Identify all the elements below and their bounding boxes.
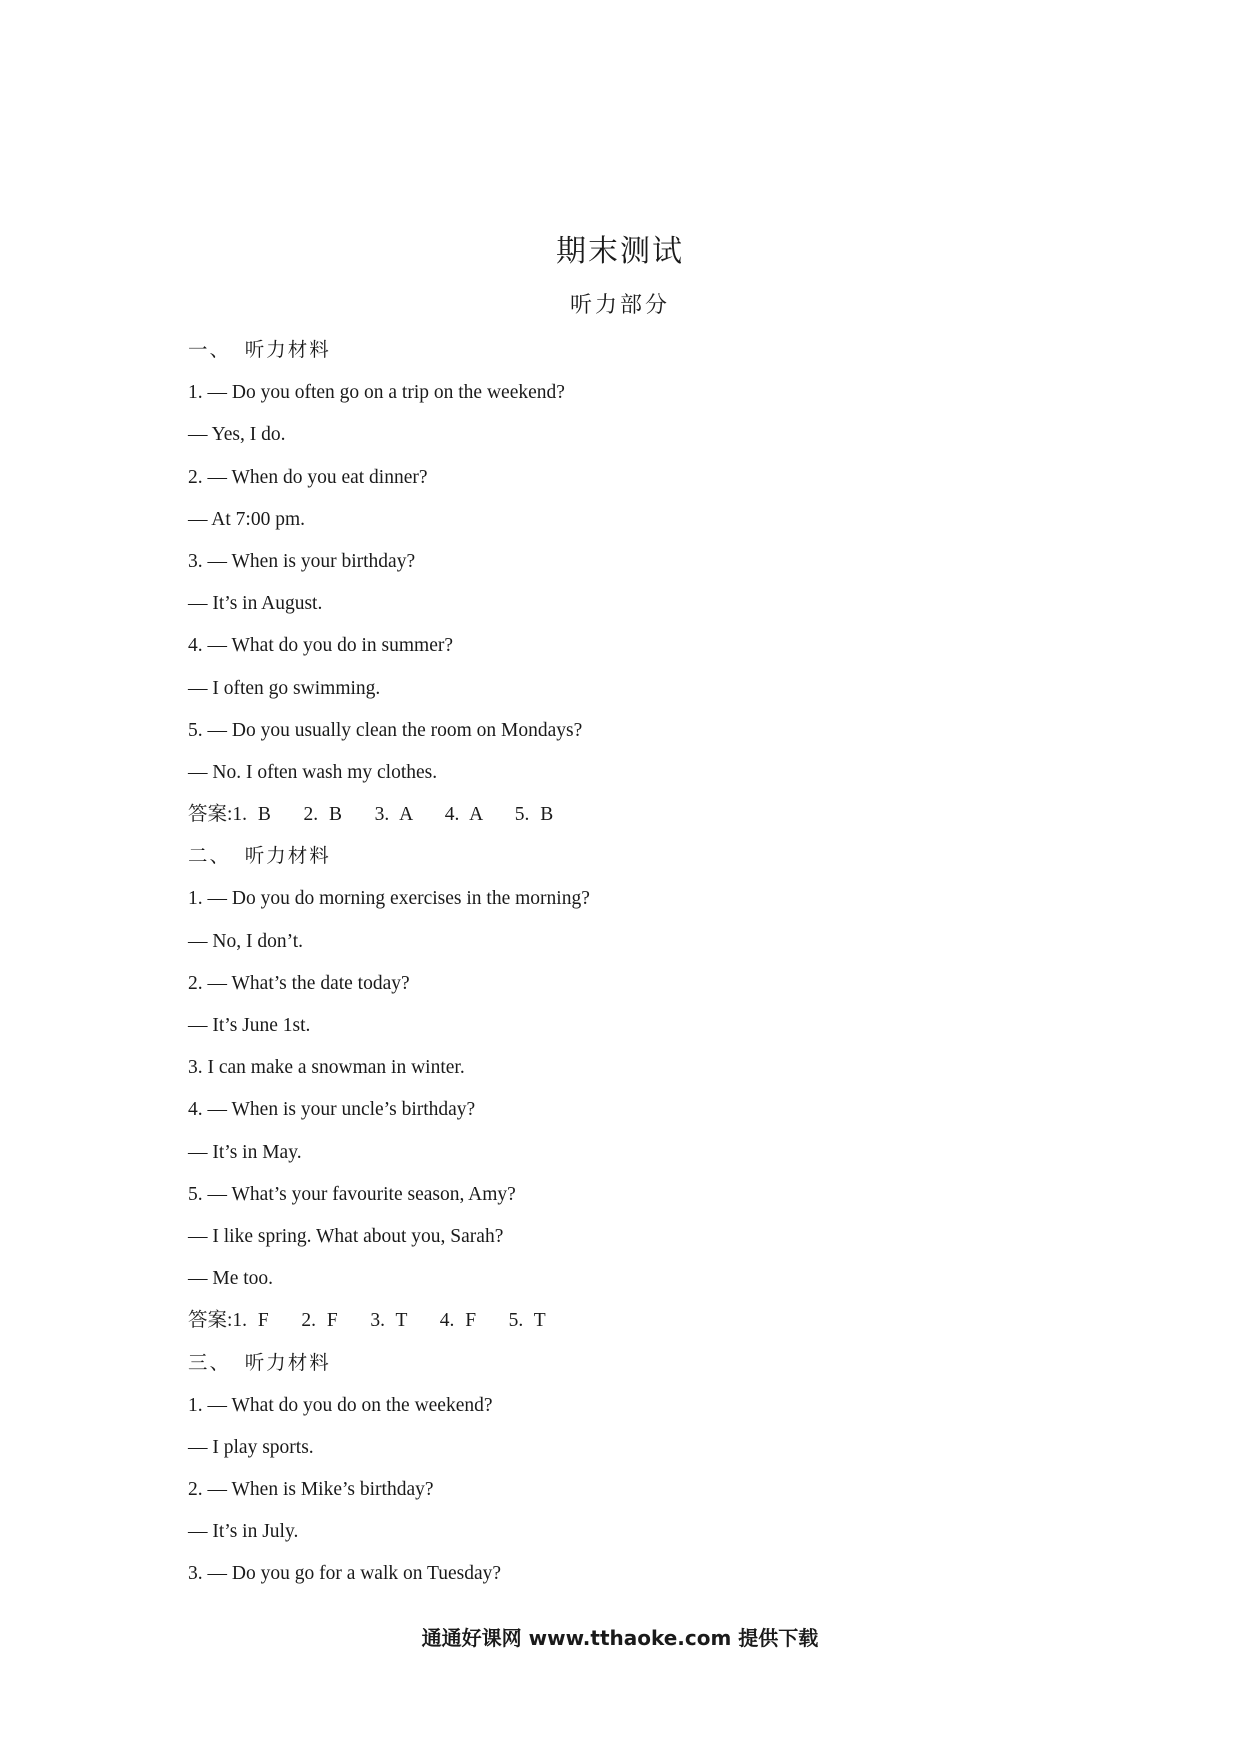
page-title: 期末测试 [556,235,684,268]
answer-line: — I play sports. [188,1436,314,1458]
answer-line: — No. I often wash my clothes. [188,761,438,783]
section-heading: 三、 听力材料 [188,1352,331,1374]
answer-line: — I like spring. What about you, Sarah? [188,1225,504,1247]
answer-line: — No, I don’t. [188,930,304,952]
section-heading: 二、 听力材料 [188,846,331,868]
listening-material [188,330,1088,1596]
question-line: 5. — What’s your favourite season, Amy? [188,1183,516,1205]
question-line: 1. — What do you do on the weekend? [188,1394,493,1416]
question-line: 3. — When is your birthday? [188,550,416,572]
answer-line: — It’s in August. [188,593,323,615]
question-line: 2. — When is Mike’s birthday? [188,1479,434,1501]
answer-line: — At 7:00 pm. [188,508,306,530]
question-line: 1. — Do you do morning exercises in the morning? [188,888,590,910]
section-heading: 一、 听力材料 [188,340,331,361]
answer-line: — It’s in July. [188,1521,299,1543]
page-subtitle: 听力部分 [569,292,670,317]
question-line: 4. — When is your uncle’s birthday? [188,1099,476,1121]
question-line: 3. I can make a snowman in winter. [188,1057,465,1079]
answer-key: 答案:1. F 2. F 3. T 4. F 5. T [188,1310,546,1332]
question-line: 1. — Do you often go on a trip on the weekend? [188,382,565,404]
question-line: 3. — Do you go for a walk on Tuesday? [188,1563,502,1585]
question-line: 2. — When do you eat dinner? [188,466,428,488]
answer-line: — Yes, I do. [188,424,286,446]
answer-line: — It’s in May. [188,1141,302,1163]
answer-line: — It’s June 1st. [188,1015,311,1036]
answer-line: — Me too. [188,1268,274,1290]
question-line: 4. — What do you do in summer? [188,635,454,657]
question-line: 2. — What’s the date today? [188,972,410,994]
answer-line: — I often go swimming. [188,677,381,699]
footer-watermark: 通通好课网 www.tthaoke.com 提供下载 [421,1626,819,1650]
answer-key: 答案:1. B 2. B 3. A 4. A 5. B [188,804,554,826]
question-line: 5. — Do you usually clean the room on Mondays? [188,719,583,741]
